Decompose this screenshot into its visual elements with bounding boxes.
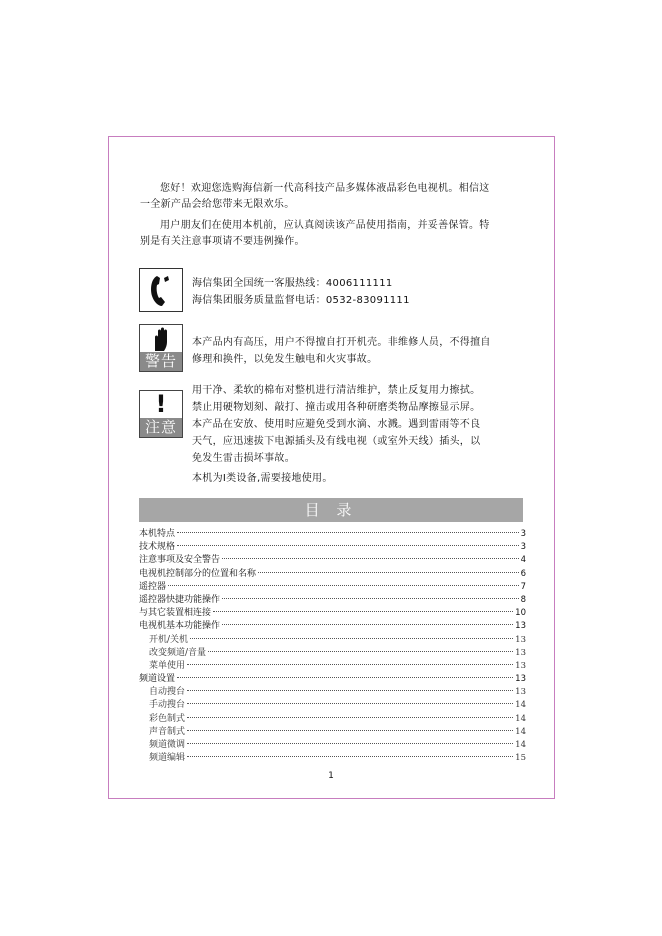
toc-leader	[187, 664, 513, 665]
toc-entry-page: 4	[520, 555, 526, 566]
intro-line: 一全新产品会给您带来无限欢乐。	[140, 199, 295, 210]
toc-entry-page: 8	[520, 594, 526, 605]
hand-icon	[140, 325, 182, 352]
toc-entry-title: 菜单使用	[149, 660, 186, 671]
toc-entry[interactable]	[139, 541, 526, 554]
toc-entry-title: 声音制式	[149, 726, 186, 737]
toc-leader	[213, 611, 513, 612]
toc-heading: 目 录	[139, 498, 523, 522]
caution-label: 注意	[144, 418, 177, 436]
toc-entry-page: 6	[520, 568, 526, 579]
toc-entry-page: 7	[520, 581, 526, 592]
hotline-service: 海信集团全国统一客服热线：4006111111	[192, 278, 393, 289]
warning-label: 警告	[144, 352, 177, 370]
toc-subentry[interactable]	[139, 647, 526, 660]
toc-entry-page: 13	[515, 647, 526, 658]
toc-leader	[177, 532, 519, 533]
warning-section	[192, 334, 522, 368]
toc-leader	[190, 638, 513, 639]
toc-entry-title: 技术规格	[139, 542, 176, 553]
toc-entry-title: 注意事项及安全警告	[139, 555, 221, 566]
toc-entry-title: 遥控器	[139, 581, 167, 592]
toc-leader	[222, 624, 513, 625]
intro-paragraph-2	[140, 218, 520, 250]
caution-line: 禁止用硬物划刻、敲打、撞击或用各种研磨类物品摩擦显示屏。	[192, 402, 481, 413]
toc-leader	[187, 730, 513, 731]
exclamation-icon: !	[140, 391, 182, 418]
toc-entry-page: 10	[515, 608, 526, 619]
toc-entry-title: 本机特点	[139, 529, 176, 539]
toc-entry-title: 与其它装置相连接	[139, 608, 212, 619]
intro-line: 您好！欢迎您选购海信新一代高科技产品多媒体液晶彩色电视机。相信这	[160, 183, 490, 194]
toc-entry-title: 电视机基本功能操作	[139, 621, 221, 632]
toc-entry-page: 3	[520, 529, 526, 539]
toc-leader	[187, 743, 513, 744]
toc-entry-page: 14	[515, 740, 526, 750]
toc-entry-page: 13	[515, 674, 526, 685]
toc-leader	[187, 703, 513, 704]
table-of-contents	[139, 528, 526, 765]
hotline-section	[192, 275, 410, 309]
toc-leader	[187, 717, 513, 718]
toc-entry[interactable]	[139, 673, 526, 686]
toc-entry-title: 遥控器快捷功能操作	[139, 594, 221, 605]
toc-subentry[interactable]	[139, 739, 526, 752]
caution-line: 本产品在安放、使用时应避免受到水滴、水溅。遇到雷雨等不良	[192, 419, 481, 430]
toc-leader	[168, 585, 519, 586]
hotline-supervision: 海信集团服务质量监督电话：0532-83091111	[192, 295, 410, 306]
toc-entry-title: 频道设置	[139, 674, 176, 685]
intro-line: 用户朋友们在使用本机前，应认真阅读该产品使用指南，并妥善保管。特	[160, 220, 490, 231]
warning-icon	[139, 324, 183, 372]
toc-entry[interactable]	[139, 568, 526, 581]
toc-leader	[222, 558, 519, 559]
toc-entry-page: 13	[515, 634, 526, 645]
toc-entry-page: 14	[515, 726, 526, 737]
toc-entry[interactable]	[139, 594, 526, 607]
toc-leader	[177, 677, 513, 678]
toc-entry[interactable]	[139, 554, 526, 567]
toc-leader	[222, 598, 519, 599]
caution-line: 用干净、柔软的棉布对整机进行清洁维护，禁止反复用力擦拭。	[192, 385, 481, 396]
toc-entry-title: 电视机控制部分的位置和名称	[139, 568, 257, 579]
page-number: 1	[328, 771, 334, 781]
intro-line: 别是有关注意事项请不要违例操作。	[140, 236, 305, 247]
toc-entry-title: 频道编辑	[149, 753, 186, 764]
toc-entry-title: 频道微调	[149, 740, 186, 750]
toc-entry[interactable]	[139, 528, 526, 541]
toc-leader	[177, 545, 519, 546]
toc-subentry[interactable]	[139, 634, 526, 647]
caution-line: 天气，应迅速拔下电源插头及有线电视（或室外天线）插头，以	[192, 436, 481, 447]
toc-entry-title: 自动搜台	[149, 687, 186, 698]
toc-entry-page: 13	[515, 660, 526, 671]
toc-leader	[258, 572, 519, 573]
warning-line: 本产品内有高压，用户不得擅自打开机壳。非维修人员，不得擅自	[192, 337, 491, 348]
toc-leader	[187, 756, 513, 757]
toc-entry-page: 14	[515, 700, 526, 711]
toc-entry-page: 13	[515, 687, 526, 698]
caution-icon	[139, 390, 183, 438]
toc-leader	[208, 651, 513, 652]
toc-subentry[interactable]	[139, 752, 526, 765]
toc-entry-title: 开机/关机	[149, 634, 189, 645]
toc-subentry[interactable]	[139, 660, 526, 673]
phone-icon	[139, 268, 183, 312]
toc-subentry[interactable]	[139, 713, 526, 726]
toc-entry-page: 13	[515, 621, 526, 632]
toc-entry[interactable]	[139, 620, 526, 633]
toc-entry-title: 手动搜台	[149, 700, 186, 711]
warning-line: 修理和换件，以免发生触电和火灾事故。	[192, 354, 378, 365]
toc-subentry[interactable]	[139, 726, 526, 739]
toc-entry-title: 彩色制式	[149, 713, 186, 724]
caution-line: 本机为Ⅰ类设备,需要接地使用。	[192, 473, 333, 484]
toc-entry-page: 14	[515, 713, 526, 724]
toc-entry[interactable]	[139, 607, 526, 620]
toc-entry-title: 改变频道/音量	[149, 647, 207, 658]
toc-leader	[187, 690, 513, 691]
intro-paragraph-1	[140, 181, 520, 213]
caution-section	[192, 382, 480, 487]
toc-subentry[interactable]	[139, 686, 526, 699]
toc-subentry[interactable]	[139, 699, 526, 712]
toc-entry-page: 3	[520, 542, 526, 553]
toc-entry-page: 15	[515, 753, 526, 764]
caution-line: 免发生雷击损坏事故。	[192, 453, 295, 464]
toc-entry[interactable]	[139, 581, 526, 594]
